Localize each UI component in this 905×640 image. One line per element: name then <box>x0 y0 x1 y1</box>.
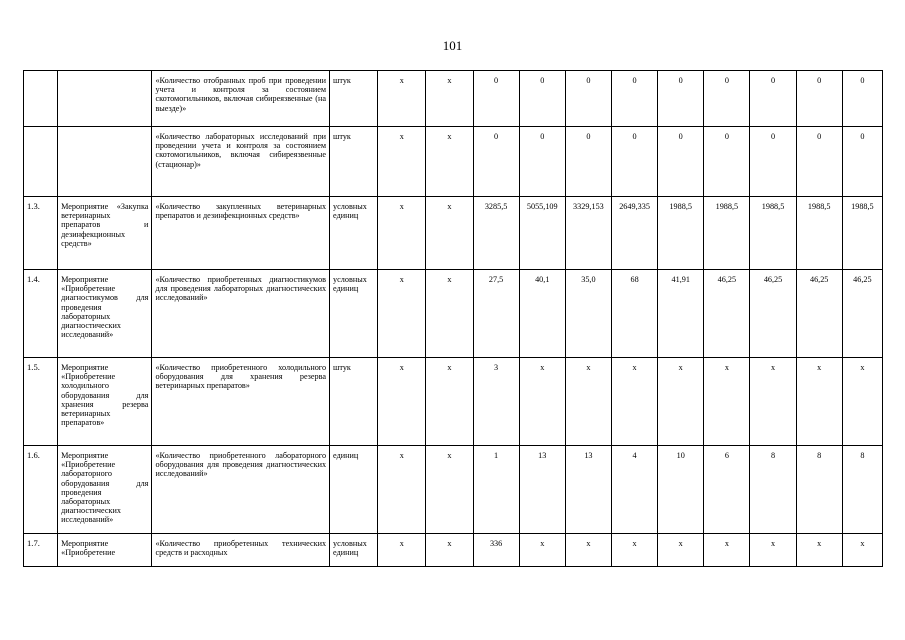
indicator-cell: «Количество закупленных ветеринарных препаратов и дезинфекционных средств» <box>152 197 330 270</box>
value-cell: x <box>426 197 473 270</box>
table-row <box>24 127 883 197</box>
value-cell: 1988,5 <box>750 197 796 270</box>
value-cell: 0 <box>658 127 704 197</box>
value-cell: 10 <box>658 446 704 534</box>
value-cell: 27,5 <box>473 270 519 358</box>
value-cell: x <box>565 534 611 567</box>
measure-name-cell <box>58 71 152 127</box>
value-cell: 2649,335 <box>611 197 657 270</box>
value-cell: x <box>750 358 796 446</box>
value-cell: x <box>658 534 704 567</box>
value-cell: x <box>378 446 426 534</box>
value-cell: 0 <box>565 71 611 127</box>
indicator-cell: «Количество приобретенных диагностикумов для проведения лабораторных диагностических исследований» <box>152 270 330 358</box>
indicator-cell: «Количество отобранных проб при проведении учета и контроля за состоянием скотомогильников, включая сибиреязвенные (на выезде)» <box>152 71 330 127</box>
measure-name-cell: Мероприятие «Закупка ветеринарных препаратов и дезинфекционных средств» <box>58 197 152 270</box>
value-cell: 46,25 <box>842 270 882 358</box>
value-cell: x <box>842 358 882 446</box>
value-cell: 0 <box>796 71 842 127</box>
row-number-cell <box>24 71 58 127</box>
value-cell: x <box>378 71 426 127</box>
value-cell: x <box>426 446 473 534</box>
value-cell: 46,25 <box>796 270 842 358</box>
value-cell: x <box>565 358 611 446</box>
value-cell: 0 <box>750 127 796 197</box>
unit-cell: условных единиц <box>330 197 378 270</box>
table-row <box>24 358 883 446</box>
value-cell: 0 <box>611 71 657 127</box>
measure-name-cell: Мероприятие «Приобретение холодильного оборудования для хранения резерва ветеринарных препаратов» <box>58 358 152 446</box>
measure-name-cell <box>58 127 152 197</box>
value-cell: 35,0 <box>565 270 611 358</box>
value-cell: 0 <box>842 71 882 127</box>
value-cell: 3329,153 <box>565 197 611 270</box>
row-number-cell: 1.4. <box>24 270 58 358</box>
value-cell: 0 <box>750 71 796 127</box>
value-cell: 8 <box>750 446 796 534</box>
value-cell: 0 <box>704 127 750 197</box>
table-row <box>24 71 883 127</box>
value-cell: 0 <box>473 71 519 127</box>
value-cell: 5055,109 <box>519 197 565 270</box>
value-cell: 0 <box>842 127 882 197</box>
table-row <box>24 446 883 534</box>
unit-cell: штук <box>330 358 378 446</box>
value-cell: x <box>378 197 426 270</box>
value-cell: x <box>426 71 473 127</box>
value-cell: 0 <box>565 127 611 197</box>
value-cell: 3 <box>473 358 519 446</box>
value-cell: 46,25 <box>750 270 796 358</box>
value-cell: 46,25 <box>704 270 750 358</box>
value-cell: 0 <box>658 71 704 127</box>
page-number: 101 <box>442 38 463 53</box>
value-cell: 41,91 <box>658 270 704 358</box>
value-cell: x <box>611 358 657 446</box>
value-cell: x <box>426 127 473 197</box>
value-cell: 0 <box>611 127 657 197</box>
table-row <box>24 534 883 567</box>
value-cell: x <box>426 270 473 358</box>
table-row <box>24 270 883 358</box>
table-body <box>24 71 883 567</box>
value-cell: 1 <box>473 446 519 534</box>
unit-cell: штук <box>330 71 378 127</box>
indicator-cell: «Количество приобретенных технических средств и расходных <box>152 534 330 567</box>
value-cell: 0 <box>519 127 565 197</box>
value-cell: 0 <box>473 127 519 197</box>
indicator-cell: «Количество приобретенного холодильного оборудования для хранения резерва ветеринарных препаратов» <box>152 358 330 446</box>
value-cell: 1988,5 <box>842 197 882 270</box>
table-row <box>24 197 883 270</box>
value-cell: x <box>611 534 657 567</box>
value-cell: 40,1 <box>519 270 565 358</box>
indicators-table <box>23 70 883 567</box>
value-cell: 1988,5 <box>658 197 704 270</box>
measure-name-cell: Мероприятие «Приобретение <box>58 534 152 567</box>
value-cell: x <box>378 127 426 197</box>
value-cell: 13 <box>519 446 565 534</box>
value-cell: x <box>519 534 565 567</box>
indicator-cell: «Количество лабораторных исследований при проведении учета и контроля за состоянием скотомогильников, включая сибиреязвенные (стационар)» <box>152 127 330 197</box>
value-cell: x <box>842 534 882 567</box>
value-cell: x <box>426 534 473 567</box>
measure-name-cell: Мероприятие «Приобретение диагностикумов для проведения лабораторных диагностических исследований» <box>58 270 152 358</box>
value-cell: 0 <box>796 127 842 197</box>
value-cell: 4 <box>611 446 657 534</box>
value-cell: x <box>519 358 565 446</box>
value-cell: 6 <box>704 446 750 534</box>
indicator-cell: «Количество приобретенного лабораторного оборудования для проведения диагностических исследований» <box>152 446 330 534</box>
value-cell: 13 <box>565 446 611 534</box>
value-cell: 68 <box>611 270 657 358</box>
value-cell: 336 <box>473 534 519 567</box>
unit-cell: единиц <box>330 446 378 534</box>
value-cell: x <box>750 534 796 567</box>
value-cell: x <box>704 358 750 446</box>
unit-cell: условных единиц <box>330 534 378 567</box>
row-number-cell: 1.6. <box>24 446 58 534</box>
value-cell: 8 <box>796 446 842 534</box>
value-cell: x <box>378 270 426 358</box>
measure-name-cell: Мероприятие «Приобретение лабораторного оборудования для проведения лабораторных диагностических исследований» <box>58 446 152 534</box>
value-cell: x <box>796 358 842 446</box>
row-number-cell <box>24 127 58 197</box>
value-cell: 1988,5 <box>704 197 750 270</box>
row-number-cell: 1.7. <box>24 534 58 567</box>
value-cell: x <box>426 358 473 446</box>
value-cell: x <box>704 534 750 567</box>
value-cell: x <box>378 358 426 446</box>
value-cell: 0 <box>519 71 565 127</box>
value-cell: 3285,5 <box>473 197 519 270</box>
unit-cell: штук <box>330 127 378 197</box>
value-cell: 8 <box>842 446 882 534</box>
value-cell: 1988,5 <box>796 197 842 270</box>
unit-cell: условных единиц <box>330 270 378 358</box>
value-cell: x <box>796 534 842 567</box>
value-cell: 0 <box>704 71 750 127</box>
row-number-cell: 1.3. <box>24 197 58 270</box>
value-cell: x <box>378 534 426 567</box>
row-number-cell: 1.5. <box>24 358 58 446</box>
value-cell: x <box>658 358 704 446</box>
